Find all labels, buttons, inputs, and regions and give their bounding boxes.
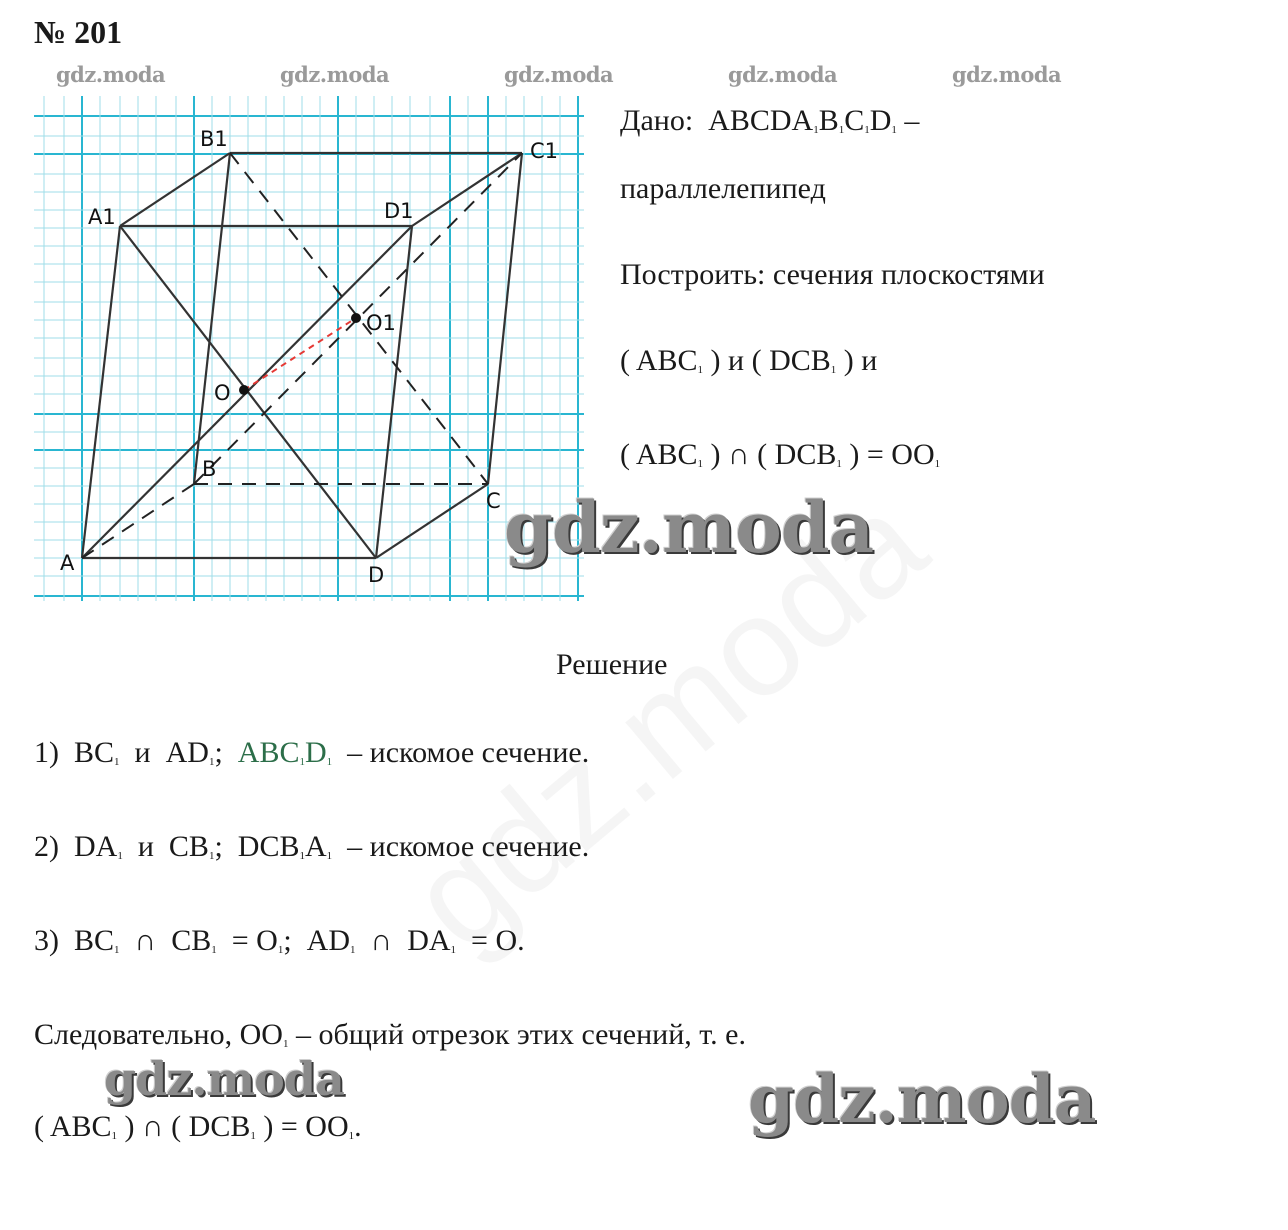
point-O1 [351, 313, 361, 323]
watermark-small: gdz.moda [504, 62, 614, 87]
parallelepiped-figure [34, 96, 584, 606]
conclusion-line: Следовательно, $OO_1$ – общий отрезок этих сечений, т. е. [34, 1018, 746, 1051]
label-A: A [60, 551, 75, 575]
edge-CC1 [488, 153, 522, 484]
point-O [239, 385, 249, 395]
watermark-large: gdz.moda [748, 1060, 1096, 1138]
edge-DC [376, 484, 488, 558]
label-O: O [214, 381, 231, 405]
label-A1: A1 [88, 205, 116, 229]
watermark-small: gdz.moda [280, 62, 390, 87]
edge-AA1 [82, 226, 120, 558]
label-D: D [368, 563, 385, 587]
label-C1: C1 [530, 139, 559, 163]
watermark-small: gdz.moda [728, 62, 838, 87]
final-statement: ( $ABC_1$ ) ∩ ( $DCB_1$ ) = $OO_1$. [34, 1110, 362, 1143]
vertex-labels [60, 127, 558, 587]
label-B: B [202, 457, 217, 481]
watermark-small: gdz.moda [56, 62, 166, 87]
given-line-1: Дано: $ABCDA_1B_1C_1D_1$ – [620, 104, 920, 137]
solution-step-2: 2) $DA_1$ и $CB_1$; $DCB_1A_1$ – искомое сечение. [34, 830, 590, 863]
label-O1: O1 [366, 311, 396, 335]
given-line-2: параллелепипед [620, 172, 826, 205]
watermark-small: gdz.moda [952, 62, 1062, 87]
edge-A1B1 [120, 153, 230, 226]
given-line-5: ( $ABC_1$ ) ∩ ( $DCB_1$ ) = $OO_1$ [620, 438, 941, 471]
solution-step-3: 3) $BC_1$ ∩ $CB_1 = O_1$; $AD_1$ ∩ $DA_1 = O$. [34, 924, 525, 957]
label-C: C [486, 489, 501, 513]
problem-number: № 201 [34, 14, 123, 50]
watermark-large: gdz.moda [504, 486, 874, 569]
solution-header: Решение [556, 648, 668, 681]
label-D1: D1 [384, 199, 414, 223]
given-line-4: ( $ABC_1$ ) и ( $DCB_1$ ) и [620, 344, 878, 377]
edge-DD1 [376, 226, 412, 558]
solution-step-1: 1) $BC_1$ и $AD_1$; $ABC_1D_1$ – искомое сечение. [34, 736, 590, 769]
watermark-large: gdz.moda [104, 1052, 344, 1106]
given-line-3: Построить: сечения плоскостями [620, 258, 1045, 291]
label-B1: B1 [200, 127, 228, 151]
